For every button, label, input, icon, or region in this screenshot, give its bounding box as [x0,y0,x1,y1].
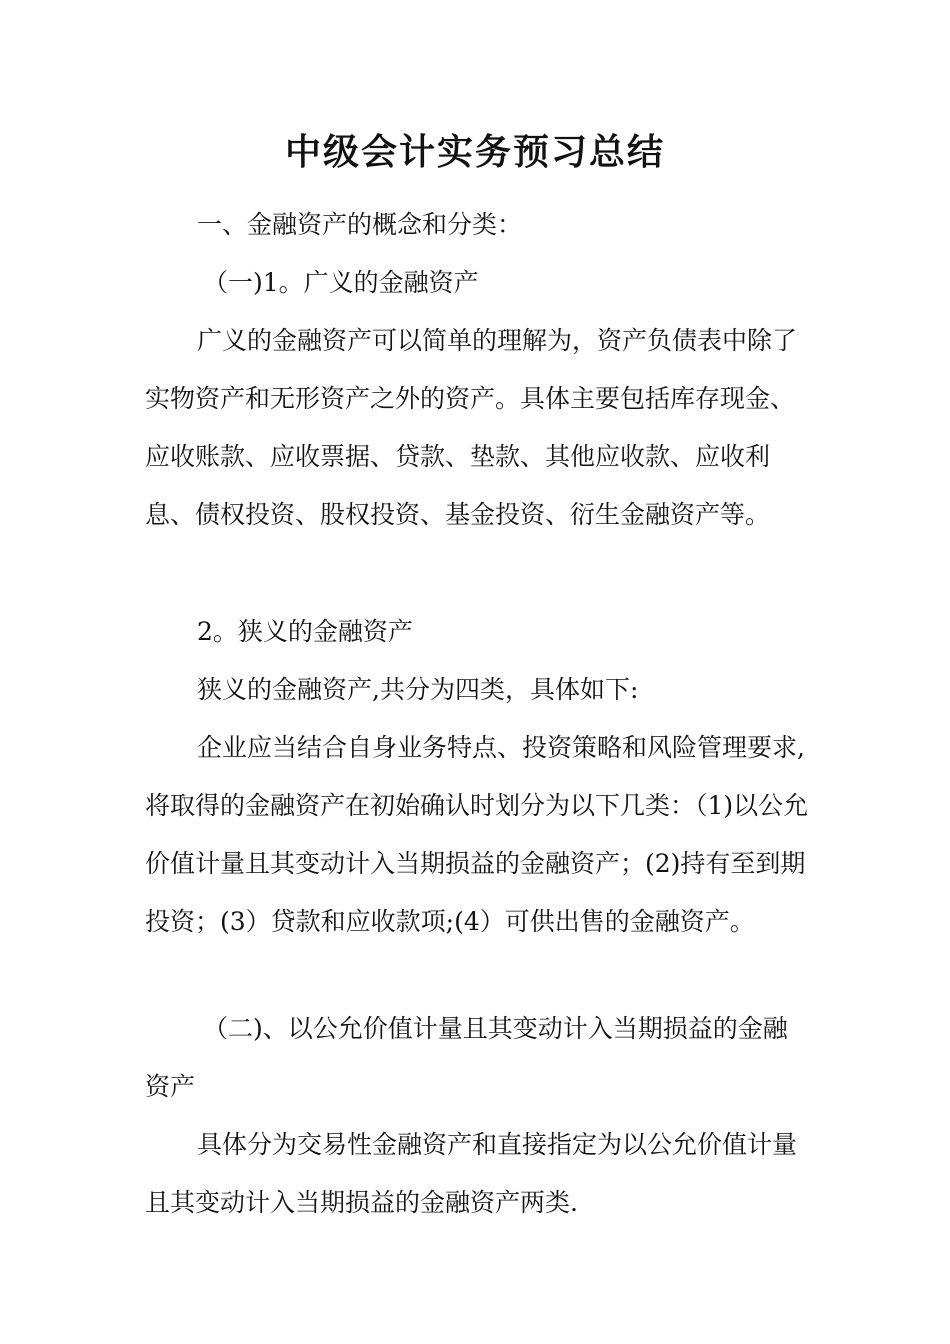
section-heading-1: 一、金融资产的概念和分类： [197,210,523,239]
paragraph-fvtpl: 具体分为交易性金融资产和直接指定为以公允价值计量且其变动计入当期损益的金融资产两类. [145,1130,798,1217]
paragraph-broad-definition: 广义的金融资产可以简单的理解为，资产负债表中除了实物资产和无形资产之外的资产。具体主要包括库存现金、应收账款、应收票据、贷款、垫款、其他应收款、应收利息、债权投资、股权投资、基金投资、衍生金融资产等。 [145,326,798,529]
subsection-heading-1: （一)1。广义的金融资产 [203,268,479,297]
paragraph-narrow-intro: 狭义的金融资产,共分为四类，具体如下: [197,675,639,704]
subsection-heading-2: 2。狭义的金融资产 [197,617,413,646]
document-title: 中级会计实务预习总结 [284,132,665,173]
section-heading-2: （二)、以公允价值计量且其变动计入当期损益的金融资产 [145,1014,788,1101]
paragraph-classification: 企业应当结合自身业务特点、投资策略和风险管理要求,将取得的金融资产在初始确认时划分为以下几类：（1)以公允价值计量且其变动计入当期损益的金融资产；(2)持有至到期投资；(3）贷款和应收款项;(4）可供出售的金融资产。 [145,733,809,936]
